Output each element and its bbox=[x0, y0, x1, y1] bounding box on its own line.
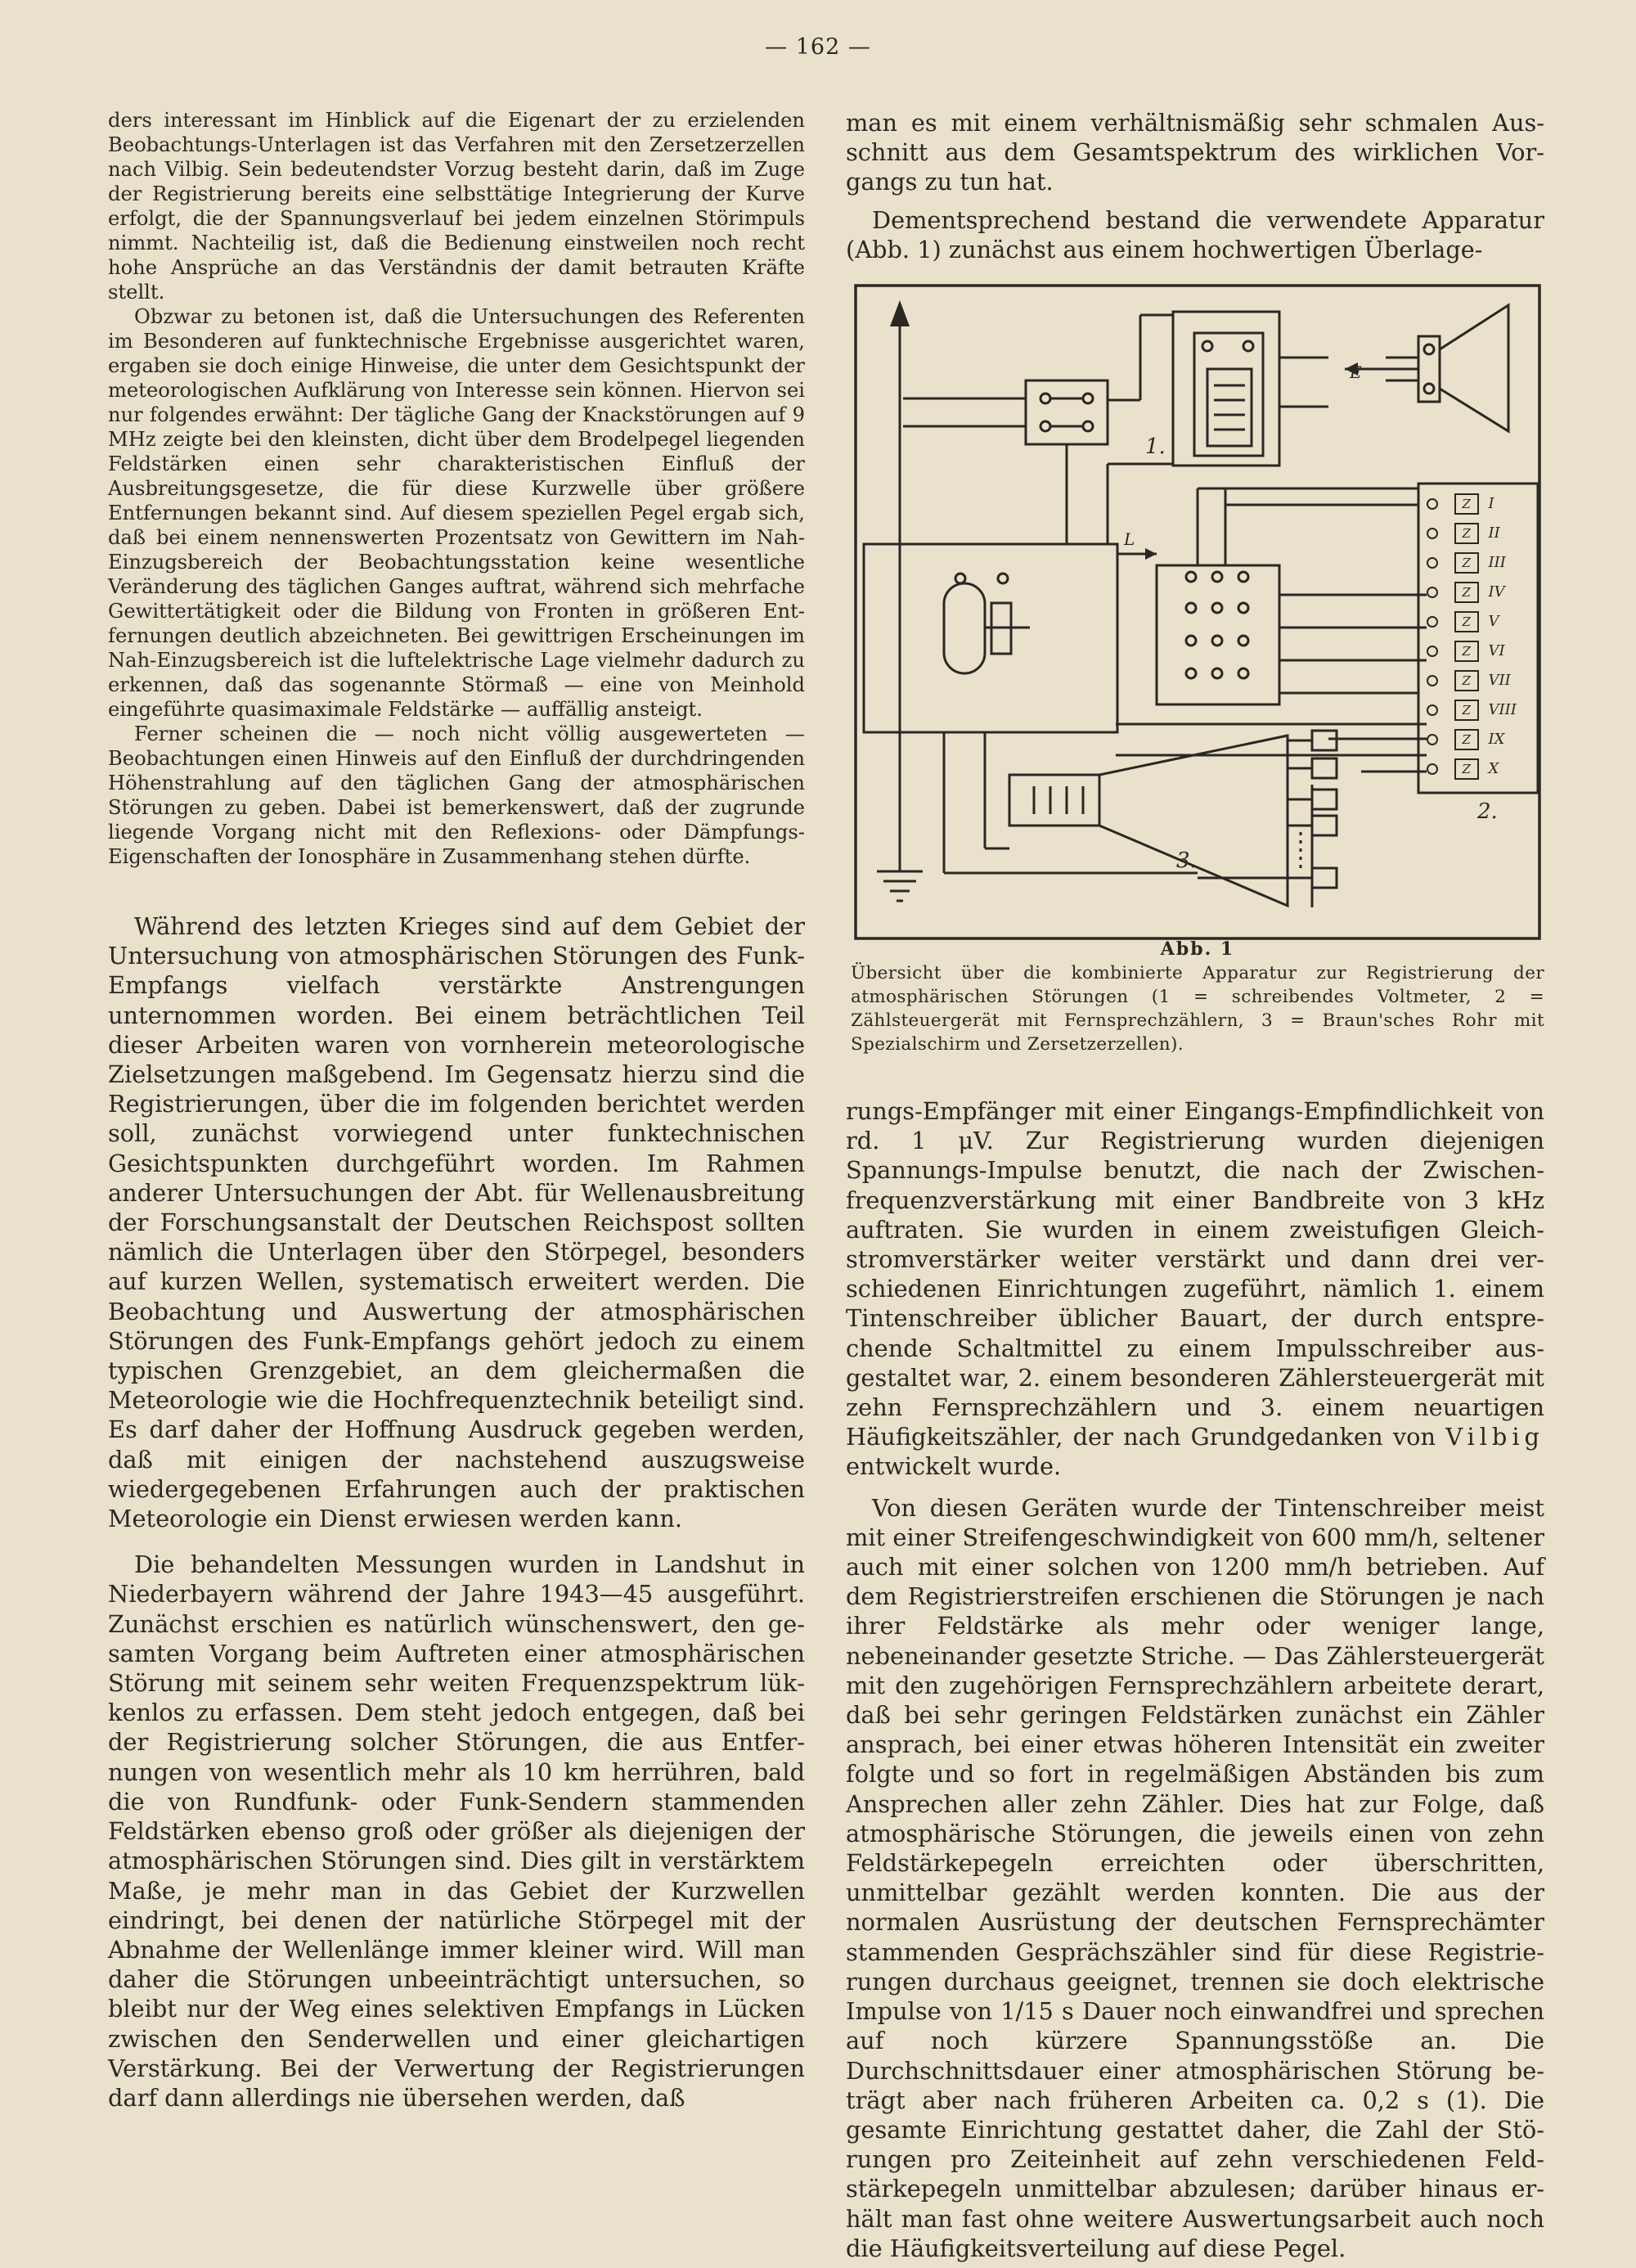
crt-tube-icon bbox=[1099, 736, 1288, 906]
counter-box-icon: Z bbox=[1454, 523, 1479, 544]
e-label: E bbox=[1350, 362, 1362, 382]
counter-row-3 bbox=[1427, 551, 1541, 575]
counter-row-6 bbox=[1427, 639, 1541, 664]
counter-row-8 bbox=[1427, 698, 1541, 722]
counter-numeral: X bbox=[1488, 760, 1499, 777]
counter-row-10 bbox=[1427, 757, 1541, 781]
figure-abb-1 bbox=[854, 284, 1543, 943]
counter-numeral: I bbox=[1488, 495, 1494, 512]
counter-numeral: VII bbox=[1488, 672, 1511, 689]
relay-box bbox=[1026, 380, 1108, 444]
paragraph: Obzwar zu betonen ist, daß die Untersuchungen des Referenten im Besonderen auf funktechnische Ergebnisse ausgerichtet waren, ergaben sie doch einige Hinweise, die unter dem Gesichtspunkt der meteorologischen Aufklärung von Interesse sein können. Hiervon sei nur folgendes erwähnt: Der tägliche Gang der Knackstörungen auf 9 MHz zeigte bei den kleinsten, dicht über dem Brodelpegel liegenden Feldstärken einen sehr charakteristischen Einfluß der Ausbreitungsgesetze, die für diese Kurzwelle über größere Entfernungen bekannt sind. Auf diesem speziellen Pegel ergab sich, daß bei einem nennenswerten Prozentsatz von Gewittern im Nah-Einzugsbereich der Beobachtungsstation keine wesentliche Veränderung des täglichen Ganges auftrat, während sich mehrfache Gewittertätigkeit oder die Bildung von Fronten in größeren Entfernungen deutlich abzeichneten. Bei gewittrigen Erscheinungen im Nah-Einzugsbereich ist die luftelektrische Lage vielmehr dadurch zu erkennen, daß das sogenannte Störmaß — eine von Meinhold eingeführte quasimaximale Feldstärke — auffällig ansteigt. bbox=[108, 305, 805, 721]
counter-row-5 bbox=[1427, 610, 1541, 634]
counter-box-icon: Z bbox=[1454, 611, 1479, 632]
unit-1-label: 1. bbox=[1145, 434, 1166, 459]
left-large-text bbox=[108, 911, 805, 2113]
crt-box bbox=[1009, 775, 1099, 826]
paragraph: Die behandelten Messungen wurden in Landshut in Niederbayern während der Jahre 1943—45 ausgeführt. Zunächst erschien es natürlich wünschenswert, den gesamten Vorgang beim Auftreten einer atmosphärischen Störung mit seinem sehr weiten Frequenzspektrum lükkenlos zu erfassen. Dem steht jedoch entgegen, daß bei der Registrierung solcher Störungen, die aus Entfernungen von wesentlich mehr als 10 km herrühren, bald die von Rundfunk- oder Funk-Sendern stammenden Feldstärken ebenso groß oder größer als diejenigen der atmosphärischen Störungen sind. Dies gilt in verstärktem Maße, je mehr man in das Gebiet der Kurzwellen eindringt, bei denen der natürliche Störpegel mit der Abnahme der Wellenlänge immer kleiner wird. Will man daher die Störungen unbeeinträchtigt untersuchen, so bleibt nur der Weg eines selektiven Empfangs in Lücken zwischen den Senderwellen und einer gleichartigen Verstärkung. Bei der Verwertung der Registrierungen darf dann allerdings nie übersehen werden, daß bbox=[108, 1550, 805, 2112]
right-bottom-text bbox=[846, 1096, 1544, 2263]
unit-3-label: 3. bbox=[1176, 848, 1197, 873]
caption-text: Übersicht über die kombinierte Apparatur zur Registrierung der atmosphärischen Störungen (1 = schreibendes Voltmeter, 2 = Zählsteuergerät mit Fernsprechzählern, 3 = Braun'sches Rohr mit Spezialschirm und Zersetzerzellen). bbox=[851, 963, 1544, 1055]
counter-box-icon: Z bbox=[1454, 641, 1479, 662]
right-column-bottom bbox=[846, 1096, 1544, 2263]
paragraph bbox=[846, 1096, 1544, 1482]
page-number: — 162 — bbox=[765, 34, 871, 60]
antenna-arrow-icon bbox=[890, 300, 910, 326]
author-name: Vilbig bbox=[1445, 1423, 1544, 1451]
counter-numeral: IX bbox=[1488, 731, 1505, 748]
counter-numeral: II bbox=[1488, 524, 1500, 542]
figure-caption bbox=[851, 938, 1544, 1056]
counter-box-icon: Z bbox=[1454, 758, 1479, 780]
counter-numeral: III bbox=[1488, 554, 1506, 571]
counter-numeral: VI bbox=[1488, 642, 1505, 659]
paragraph: Ferner scheinen die — noch nicht völlig ausgewerteten — Beobachtungen einen Hinweis auf den Einfluß der durchdringenden Höhenstrahlung auf den täglichen Gang der atmosphärischen Störungen zu geben. Dabei ist bemerkenswert, daß der zugrunde liegende Vorgang nicht mit den Reflexions- oder Dämpfungs-Eigenschaften der Ionosphäre in Zusammenhang stehen dürfte. bbox=[108, 722, 805, 868]
paragraph-text: entwickelt wurde. bbox=[846, 1452, 1062, 1481]
counter-row-2 bbox=[1427, 521, 1541, 546]
counter-box-icon: Z bbox=[1454, 582, 1479, 603]
counter-box-icon: Z bbox=[1454, 552, 1479, 574]
counter-row-4 bbox=[1427, 580, 1541, 605]
left-small-text bbox=[108, 108, 805, 869]
speaker-terminal bbox=[1418, 336, 1440, 402]
counter-box-icon: Z bbox=[1454, 493, 1479, 515]
unit-2-label: 2. bbox=[1477, 799, 1498, 824]
right-top-text bbox=[846, 108, 1544, 264]
counter-box-icon: Z bbox=[1454, 729, 1479, 750]
counter-row-1 bbox=[1427, 492, 1541, 516]
speaker-icon bbox=[1440, 305, 1508, 431]
counter-numeral: V bbox=[1488, 613, 1499, 630]
counter-box-icon: Z bbox=[1454, 700, 1479, 721]
counter-row-7 bbox=[1427, 668, 1541, 693]
l-label: L bbox=[1124, 529, 1135, 549]
paragraph: Während des letzten Krieges sind auf dem Gebiet der Untersuchung von atmosphärischen Störungen des Funk-Empfangs vielfach verstärkte Anstrengungen unternommen worden. Bei einem beträchtlichen Teil dieser Arbeiten waren von vornherein meteorologische Zielsetzungen maßgebend. Im Gegensatz hierzu sind die Registrierungen, über die im folgenden berichtet werden soll, zunächst vorwiegend unter funktechnischen Gesichtspunkten durchgeführt worden. Im Rahmen anderer Untersuchungen der Abt. für Wellenausbreitung der Forschungsanstalt der Deutschen Reichspost sollten nämlich die Unterlagen über den Störpegel, besonders auf kurzen Wellen, systematisch erweitert werden. Die Beobachtung und Auswertung der atmosphärischen Störungen des Funk-Empfangs gehört jedoch zu einem typischen Grenzgebiet, an dem gleichermaßen die Meteorologie wie die Hochfrequenztechnik beteiligt sind. Es darf daher der Hoffnung Ausdruck gegeben werden, daß mit einigen der nachstehend auszugsweise wiedergegebenen Erfahrungen auch der praktischen Meteorologie ein Dienst erwiesen werden kann. bbox=[108, 912, 805, 1533]
counter-box-icon: Z bbox=[1454, 670, 1479, 691]
left-column bbox=[108, 108, 805, 2113]
caption-title: Abb. 1 bbox=[1160, 938, 1235, 960]
right-column-top bbox=[846, 108, 1544, 264]
paragraph: Von diesen Geräten wurde der Tintenschreiber meist mit einer Streifengeschwindigkeit von 600 mm/h, seltener auch mit einer solchen von 1200 mm/h betrieben. Auf dem Registrierstreifen erschienen die Störungen je nach ihrer Feldstärke als mehr oder weniger lange, nebeneinander gesetzte Striche. — Das Zählersteuergerät mit den zugehörigen Fernsprechzählern arbeitete derart, daß bei sehr geringen Feldstärken zunächst ein Zähler ansprach, bei einer etwas höheren Intensität ein zweiter folgte und so fort in regelmäßigen Abständen bis zum Ansprechen aller zehn Zähler. Dies hat zur Folge, daß atmosphärische Störungen, die jeweils einen von zehn Feldstärkepegeln erreichten oder überschritten, unmittelbar gezählt werden konnten. Die aus der normalen Ausrüstung der deutschen Fernsprechämter stammenden Gesprächszähler sind für diese Registrierungen durchaus geeignet, trennen sie doch elektrische Impulse von 1/15 s Dauer noch einwandfrei und sprechen auf noch kürzere Spannungsstöße an. Die Durchschnittsdauer einer atmosphärischen Störung beträgt aber nach früheren Arbeiten ca. 0,2 s (1). Die gesamte Einrichtung gestattet daher, die Zahl der Störungen pro Zeiteinheit auf zehn verschiedenen Feldstärkepegeln unmittelbar abzulesen; darüber hinaus erhält man fast ohne weitere Auswertungsarbeit auch noch die Häufigkeitsverteilung auf diese Pegel. bbox=[846, 1493, 1544, 2262]
counter-numeral: IV bbox=[1488, 583, 1505, 601]
paragraph: man es mit einem verhältnismäßig sehr schmalen Ausschnitt aus dem Gesamtspektrum des wirklichen Vorgangs zu tun hat. bbox=[846, 109, 1544, 196]
paragraph-text: rungs-Empfänger mit einer Eingangs-Empfindlichkeit von rd. 1 μV. Zur Registrierung wurden diejenigen Spannungs-Impulse benutzt, die nach der Zwischenfrequenzverstärkung mit einer Bandbreite von 3 kHz auftraten. Sie wurden in einem zweistufigen Gleichstromverstärker weiter verstärkt und dann drei verschiedenen Einrichtungen zugeführt, nämlich 1. einem Tintenschreiber üblicher Bauart, der durch entsprechende Schaltmittel zu einem Impulsschreiber ausgestaltet war, 2. einem besonderen Zählersteuergerät mit zehn Fernsprechzählern und 3. einem neuartigen Häufigkeitszähler, der nach Grundgedanken von bbox=[846, 1097, 1544, 1451]
counter-row-9 bbox=[1427, 727, 1541, 752]
paragraph: ders interessant im Hinblick auf die Eigenart der zu erzielenden Beobachtungs-Unterlagen ist das Verfahren mit den Zersetzerzellen nach Vilbig. Sein bedeutendster Vorzug besteht darin, daß im Zuge der Registrierung bereits eine selbsttätige Integrierung der Kurve erfolgt, die der Spannungsverlauf bei jedem einzelnen Störimpuls nimmt. Nachteilig ist, daß die Bedienung einstweilen noch recht hohe Ansprüche an das Verständnis der damit betrauten Kräfte stellt. bbox=[108, 109, 805, 304]
paragraph: Dementsprechend bestand die verwendete Apparatur (Abb. 1) zunächst aus einem hochwertigen Überlage- bbox=[846, 205, 1544, 263]
counter-numeral: VIII bbox=[1488, 701, 1517, 718]
